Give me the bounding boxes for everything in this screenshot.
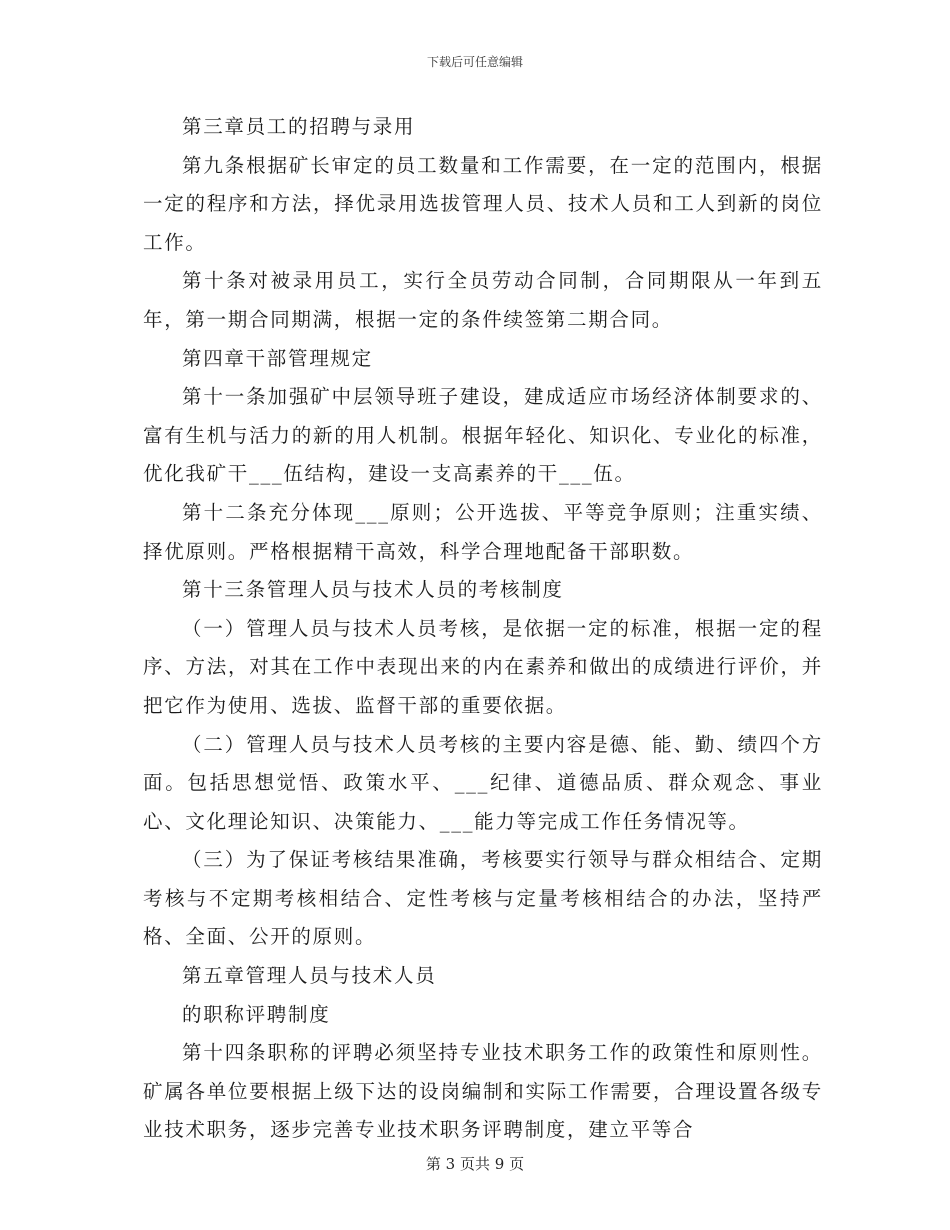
article-14: 第十四条职称的评聘必须坚持专业技术职务工作的政策性和原则性。矿属各单位要根据上级下达的设岗编制和实际工作需要，合理设置各级专业技术职务，逐步完善专业技术职务评聘制度，建立平等合 xyxy=(143,1041,823,1142)
article-13-item-2: （二）管理人员与技术人员考核的主要内容是德、能、勤、绩四个方面。包括思想觉悟、政策水平、___纪律、道德品质、群众观念、事业心、文化理论知识、决策能力、___能力等完成工作任务情况等。 xyxy=(143,732,823,833)
article-11: 第十一条加强矿中层领导班子建设，建成适应市场经济体制要求的、富有生机与活力的新的用人机制。根据年轻化、知识化、专业化的标准，优化我矿干___伍结构，建设一支高素养的干___伍。 xyxy=(143,385,823,486)
document-body xyxy=(143,108,823,1150)
chapter-heading-5-line-2: 的职称评聘制度 xyxy=(182,1002,331,1026)
article-13-heading: 第十三条管理人员与技术人员的考核制度 xyxy=(182,578,564,602)
article-13-item-3: （三）为了保证考核结果准确，考核要实行领导与群众相结合、定期考核与不定期考核相结合、定性考核与定量考核相结合的办法，坚持严格、全面、公开的原则。 xyxy=(143,848,823,949)
chapter-heading-3: 第三章员工的招聘与录用 xyxy=(182,115,416,138)
article-13-item-1: （一）管理人员与技术人员考核，是依据一定的标准，根据一定的程序、方法，对其在工作中表现出来的内在素养和做出的成绩进行评价，并把它作为使用、选拔、监督干部的重要依据。 xyxy=(143,616,823,717)
page-header: 下载后可任意编辑 xyxy=(426,55,523,69)
article-12: 第十二条充分体现___原则；公开选拔、平等竞争原则；注重实绩、择优原则。严格根据精干高效，科学合理地配备干部职数。 xyxy=(143,500,823,563)
article-9: 第九条根据矿长审定的员工数量和工作需要，在一定的范围内，根据一定的程序和方法，择优录用选拔管理人员、技术人员和工人到新的岗位工作。 xyxy=(143,153,823,254)
page-footer: 第 3 页共 9 页 xyxy=(425,1155,525,1173)
chapter-heading-4: 第四章干部管理规定 xyxy=(182,346,373,370)
chapter-heading-5-line-1: 第五章管理人员与技术人员 xyxy=(182,964,437,988)
article-10: 第十条对被录用员工，实行全员劳动合同制，合同期限从一年到五年，第一期合同期满，根据一定的条件续签第二期合同。 xyxy=(143,269,823,331)
